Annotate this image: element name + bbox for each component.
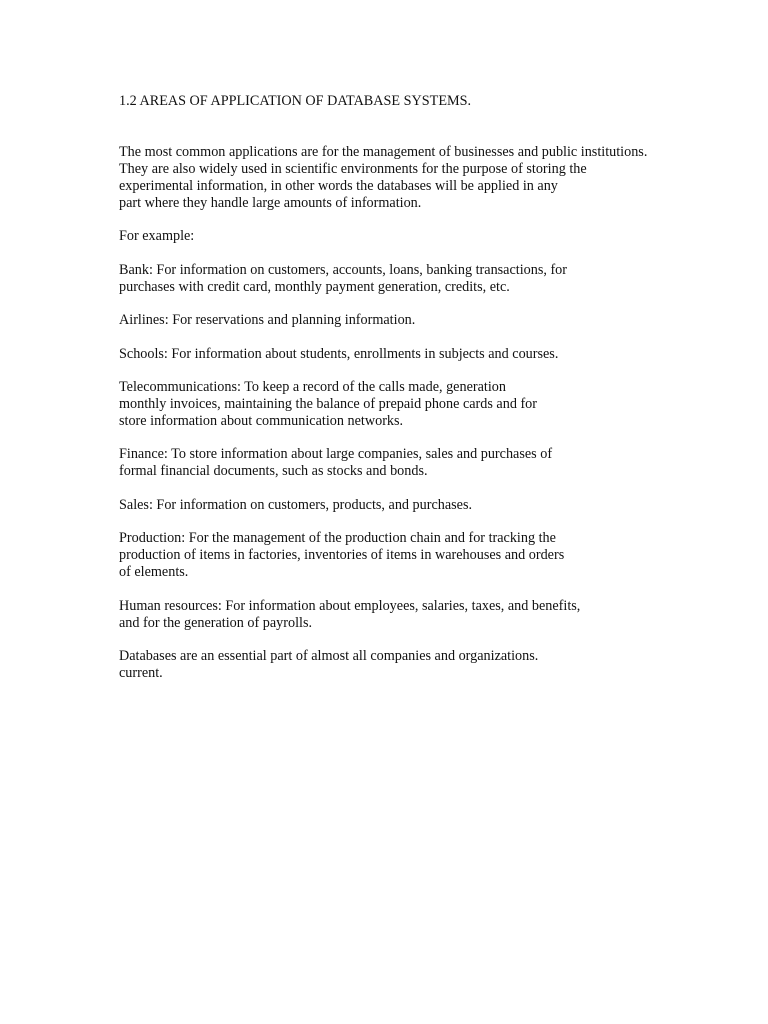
text-line: Bank: For information on customers, accounts, loans, banking transactions, for: [119, 261, 568, 278]
document-body: [119, 93, 719, 682]
paragraph-telecommunications: [119, 379, 719, 430]
paragraph-spacer: [119, 329, 719, 345]
text-line: current.: [119, 664, 163, 681]
paragraph-sales: [119, 497, 719, 514]
paragraph-spacer: [119, 296, 719, 312]
text-line: and for the generation of payrolls.: [119, 614, 313, 631]
text-line: Databases are an essential part of almost all companies and organizations.: [119, 647, 539, 664]
section-title: 1.2 AREAS OF APPLICATION OF DATABASE SYSTEMS.: [119, 93, 472, 109]
text-line: Production: For the management of the production chain and for tracking the: [119, 530, 556, 547]
text-line: of elements.: [119, 564, 189, 581]
paragraph-intro: [119, 144, 719, 212]
paragraph-production: [119, 530, 719, 581]
paragraph-bank: [119, 262, 719, 296]
text-line: Human resources: For information about employees, salaries, taxes, and benefits,: [119, 597, 581, 614]
text-line: purchases with credit card, monthly payment generation, credits, etc.: [119, 278, 510, 295]
paragraph-spacer: [119, 212, 719, 228]
paragraph-spacer: [119, 514, 719, 530]
text-line: formal financial documents, such as stocks and bonds.: [119, 463, 428, 480]
text-line: For example:: [119, 228, 195, 245]
paragraph-finance: [119, 446, 719, 480]
paragraph-spacer: [119, 245, 719, 261]
text-line: They are also widely used in scientific environments for the purpose of storing the: [119, 161, 587, 177]
text-line: experimental information, in other words the databases will be applied in any: [119, 178, 558, 194]
paragraph-schools: [119, 346, 719, 363]
paragraph-spacer: [119, 480, 719, 496]
text-line: Finance: To store information about large companies, sales and purchases of: [119, 446, 553, 463]
paragraph-human-resources: [119, 598, 719, 632]
text-line: The most common applications are for the management of businesses and public institutions.: [119, 144, 648, 160]
paragraph-airlines: [119, 312, 719, 329]
text-line: Telecommunications: To keep a record of the calls made, generation: [119, 378, 506, 395]
paragraph-for-example: [119, 228, 719, 245]
paragraph-spacer: [119, 363, 719, 379]
text-line: Schools: For information about students, enrollments in subjects and courses.: [119, 345, 559, 362]
paragraph-conclusion: [119, 648, 719, 682]
paragraph-spacer: [119, 430, 719, 446]
text-line: Sales: For information on customers, products, and purchases.: [119, 496, 473, 513]
text-line: store information about communication networks.: [119, 412, 404, 429]
text-line: Airlines: For reservations and planning information.: [119, 312, 416, 329]
title-spacer: [119, 110, 719, 144]
text-line: part where they handle large amounts of information.: [119, 195, 422, 211]
text-line: production of items in factories, inventories of items in warehouses and orders: [119, 547, 565, 564]
paragraph-spacer: [119, 632, 719, 648]
text-line: monthly invoices, maintaining the balance of prepaid phone cards and for: [119, 395, 538, 412]
paragraph-spacer: [119, 581, 719, 597]
